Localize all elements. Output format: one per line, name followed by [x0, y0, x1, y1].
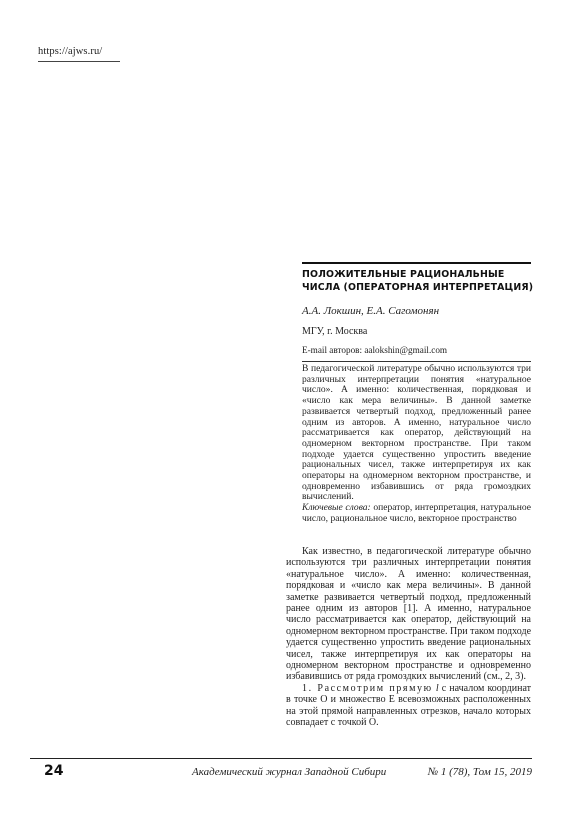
page-number: 24 — [44, 763, 64, 779]
body-paragraph-1: Как известно, в педагогической литературе обычно используются три различных интерпретации понятия «натуральное число». А именно: количественная, порядковая и «число как мера величины». В данной заметке развивается четвертый подход, предложенный ранее одним из авторов [1]. А именно, натуральное число рассматривается как оператор, действующий на одномерном векторном пространстве. При таком подходе удается существенно упростить введение рациональных чисел, также интерпретируя их как операторы на одномерном векторном пространстве и одновременно избавившись от ряда громоздких вычислений (см., 2, 3). — [286, 546, 532, 683]
line-variable: l — [435, 682, 439, 694]
article-title-line2: ЧИСЛА (ОПЕРАТОРНАЯ ИНТЕРПРЕТАЦИЯ) — [302, 281, 534, 293]
keywords-text: оператор, интерпретация, натуральное число, рациональное число, векторное пространство — [302, 502, 531, 524]
journal-name: Академический журнал Западной Сибири — [192, 766, 387, 778]
url-underline — [38, 61, 120, 62]
article-affiliation: МГУ, г. Москва — [302, 326, 368, 337]
journal-url[interactable]: https://ajws.ru/ — [38, 46, 103, 57]
keywords — [302, 503, 531, 524]
article-title — [302, 269, 542, 294]
keywords-label: Ключевые слова: — [302, 502, 371, 514]
title-top-rule — [302, 262, 531, 264]
abstract-text: В педагогической литературе обычно используются три различных интерпретации понятия «натуральное число». А именно: количественная, порядковая и «число как мера величины». В данной заметке развивается четвертый подход, предложенный ранее одним из авторов. А именно, натуральное число рассматривается как оператор, действующий на одномерном векторном пространстве. При таком подходе удается существенно упростить введение рациональных чисел, также интерпретируя их как операторы на одномерном векторном пространстве, и одновременно избавившись от ряда громоздких вычислений. — [302, 363, 531, 503]
body-paragraph-2-spaced: 1. Рассмотрим прямую — [302, 682, 433, 694]
body-paragraph-2-rest: с началом координат в точке O и множество E всевозможных расположенных на этой прямой направленных отрезков, начало которых совпадает с точкой O. — [286, 682, 532, 729]
article-authors: А.А. Локшин, Е.А. Сагомонян — [302, 305, 440, 317]
author-email: E-mail авторов: aalokshin@gmail.com — [302, 345, 448, 355]
body-paragraph-2 — [286, 683, 531, 729]
abstract-divider — [302, 361, 531, 362]
issue-info: № 1 (78), Том 15, 2019 — [427, 766, 532, 778]
footer-rule — [30, 758, 532, 759]
abstract-block — [302, 364, 531, 525]
article-title-line1: ПОЛОЖИТЕЛЬНЫЕ РАЦИОНАЛЬНЫЕ — [302, 269, 505, 280]
article-body — [286, 546, 531, 729]
